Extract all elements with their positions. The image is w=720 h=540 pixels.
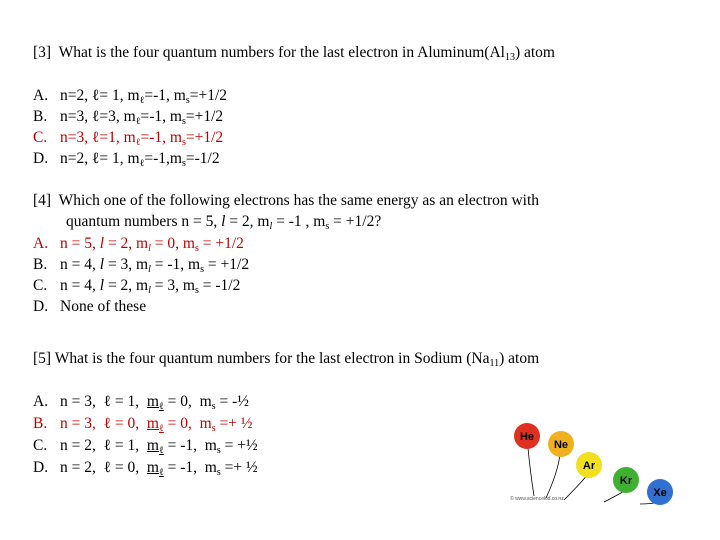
option-text: = -1/2 <box>198 277 241 294</box>
subscript: 13 <box>504 52 515 63</box>
question-3-title <box>33 44 555 63</box>
option-text: None of these <box>60 298 147 315</box>
option-text: =-1, m <box>144 87 186 104</box>
question-text: Which one of the following electrons has the same energy as an electron with <box>58 192 540 209</box>
subscript: s <box>181 137 186 148</box>
option-text: n=2, ℓ= 1, m <box>60 150 140 167</box>
option-text: = -1, m <box>163 437 217 454</box>
noble-gas-balloons-image <box>500 410 700 510</box>
option-letter: C. <box>33 277 48 294</box>
subscript: s <box>325 221 330 232</box>
option-text: m <box>146 393 159 410</box>
option-letter: A. <box>33 393 49 410</box>
subscript: s <box>181 158 186 169</box>
subscript: s <box>211 401 216 412</box>
option-text: = -½ <box>215 393 249 410</box>
option-text: n = 4, <box>60 256 100 273</box>
option-letter: B. <box>33 256 48 273</box>
question-text-tail: ) atom <box>514 44 555 61</box>
balloon-label: Kr <box>619 475 633 487</box>
option-text: =+1/2 <box>185 129 224 146</box>
option-text: =+ ½ <box>215 415 253 432</box>
subscript: s <box>185 95 190 106</box>
option-text: =-1/2 <box>185 150 220 167</box>
subscript: ℓ <box>135 116 141 127</box>
balloon-ar <box>576 452 602 478</box>
subscript: ℓ <box>158 401 164 412</box>
option-text: = -1, m <box>163 459 217 476</box>
option-text: = 0, m <box>150 235 195 252</box>
option-text: l <box>99 235 105 252</box>
balloon-kr <box>613 467 639 493</box>
option-row <box>33 458 258 483</box>
subscript: s <box>200 264 205 275</box>
option-text: m <box>146 437 159 454</box>
question-text-tail: ) atom <box>499 350 540 367</box>
balloon-ne <box>548 431 574 457</box>
option-row <box>33 149 220 174</box>
option-text: n = 2, ℓ = 1, <box>60 437 147 454</box>
option-text: n = 3, ℓ = 0, <box>60 415 147 432</box>
option-letter: D. <box>33 150 49 167</box>
option-text: n=2, ℓ= 1, m <box>60 87 140 104</box>
subscript: ℓ <box>139 95 145 106</box>
option-letter: A. <box>33 235 49 252</box>
subscript: s <box>194 243 199 254</box>
question-number: [3] <box>33 44 52 61</box>
option-text: n = 4, <box>60 277 100 294</box>
option-row <box>33 297 146 322</box>
option-text: m <box>146 415 159 432</box>
question-number: [4] <box>33 192 52 209</box>
option-text: =+1/2 <box>185 108 224 125</box>
balloon-he <box>514 423 540 449</box>
option-text: n = 3, ℓ = 1, <box>60 393 147 410</box>
subscript: l <box>148 285 151 296</box>
balloon-label: He <box>519 431 535 443</box>
subscript: ℓ <box>158 467 164 478</box>
option-text: = 0, m <box>163 393 212 410</box>
subscript: ℓ <box>158 445 164 456</box>
question-number: [5] <box>33 350 52 367</box>
balloon-label: Ar <box>582 460 596 472</box>
question-4-title <box>33 192 539 210</box>
balloon-label: Ne <box>553 439 569 451</box>
text: l <box>221 213 226 230</box>
option-letter: B. <box>33 415 48 432</box>
text: = +1/2? <box>329 213 382 230</box>
option-text: =+ ½ <box>220 459 258 476</box>
subscript: s <box>216 467 221 478</box>
subscript: l <box>148 264 151 275</box>
balloon-xe <box>647 479 673 505</box>
subscript: s <box>181 116 186 127</box>
option-letter: D. <box>33 298 49 315</box>
image-credit: © www.sciencekid.co.nz <box>510 496 564 502</box>
balloon-label: Xe <box>653 487 667 499</box>
option-letter: D. <box>33 459 49 476</box>
subscript: s <box>194 285 199 296</box>
subscript: l <box>148 243 151 254</box>
question-text: What is the four quantum numbers for the last electron in Sodium (Na <box>54 350 490 367</box>
subscript: l <box>269 221 273 232</box>
subscript: 11 <box>489 358 500 369</box>
subscript: ℓ <box>135 137 141 148</box>
text: quantum numbers n = 5, <box>66 213 222 230</box>
option-letter: C. <box>33 129 48 146</box>
option-letter: C. <box>33 437 48 454</box>
option-text: = +1/2 <box>204 256 250 273</box>
option-text: l <box>99 256 105 273</box>
option-text: n = 5, <box>60 235 100 252</box>
subscript: s <box>211 423 216 434</box>
option-text: = +1/2 <box>198 235 244 252</box>
option-text: n = 2, ℓ = 0, <box>60 459 147 476</box>
option-text: =-1,m <box>144 150 182 167</box>
option-text: n=3, ℓ=3, m <box>60 108 136 125</box>
option-text: = +½ <box>220 437 258 454</box>
option-text: = -1, m <box>150 256 201 273</box>
question-text: What is the four quantum numbers for the last electron in Aluminum(Al <box>58 44 505 61</box>
question-5-title <box>33 350 539 369</box>
option-text: = 3, m <box>150 277 195 294</box>
option-text: m <box>146 459 159 476</box>
option-text: l <box>99 277 105 294</box>
subscript: s <box>216 445 221 456</box>
text: = 2, m <box>225 213 270 230</box>
option-text: =+1/2 <box>189 87 228 104</box>
option-text: n=3, ℓ=1, m <box>60 129 136 146</box>
question-4-line2 <box>66 213 381 232</box>
option-text: =-1, m <box>140 108 182 125</box>
option-text: = 2, m <box>104 277 149 294</box>
text: = -1 , m <box>272 213 326 230</box>
option-letter: A. <box>33 87 49 104</box>
subscript: ℓ <box>139 158 145 169</box>
option-text: = 0, m <box>163 415 212 432</box>
subscript: ℓ <box>158 423 164 434</box>
option-text: = 2, m <box>104 235 149 252</box>
option-text: = 3, m <box>104 256 149 273</box>
option-text: =-1, m <box>140 129 182 146</box>
option-letter: B. <box>33 108 48 125</box>
